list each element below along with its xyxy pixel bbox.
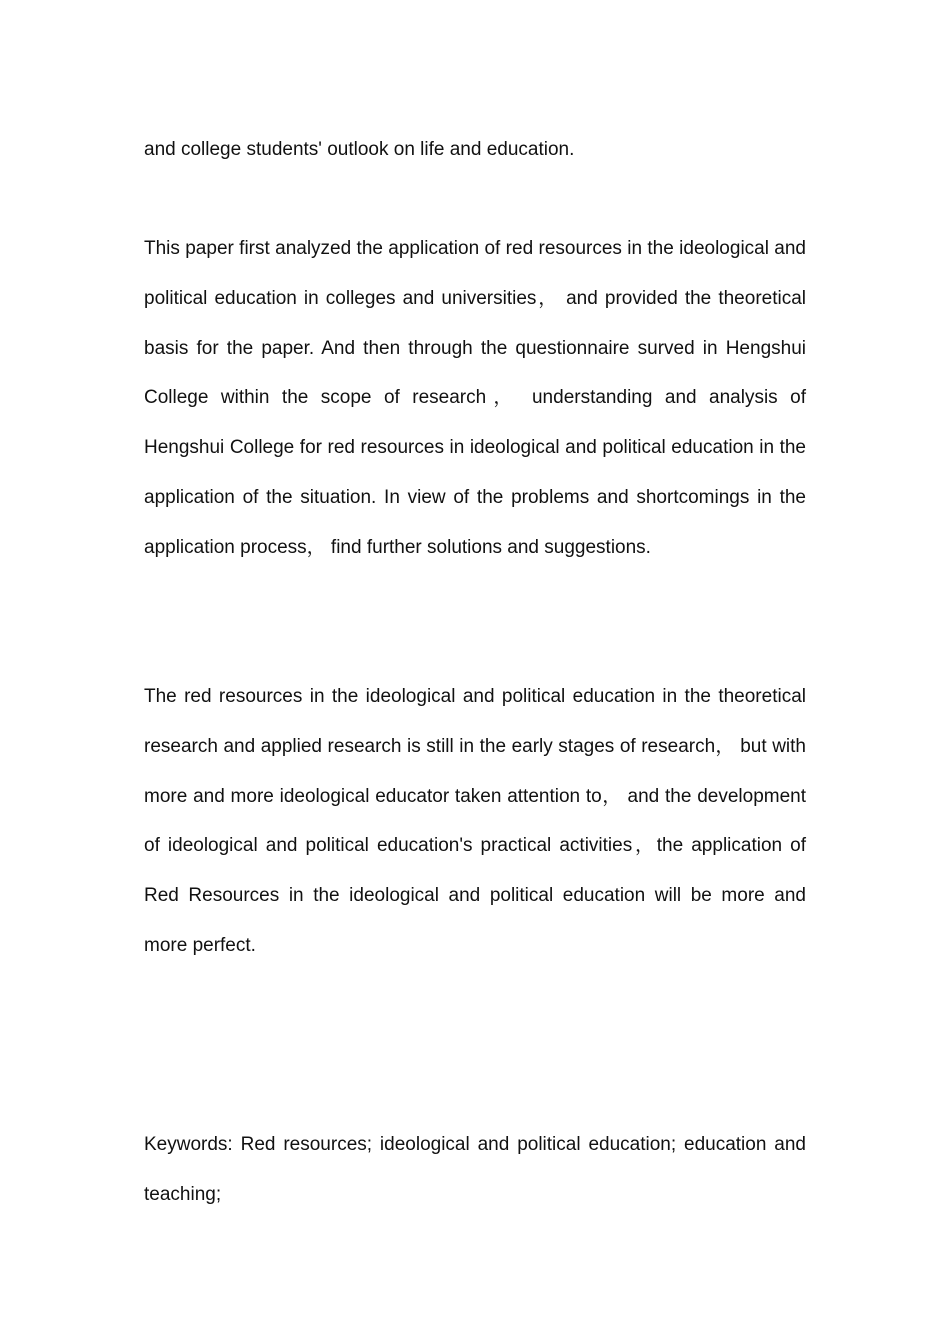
abstract-paragraph-analysis: This paper first analyzed the application of red resources in the ideological and political education in colleges and universities， and provided the theoretical basis for the paper. And then through the questionnaire surved in Hengshui College within the scope of research， understanding and analysis of Hengshui College for red resources in ideological and political education in the application of the situation. In view of the problems and shortcomings in the application process， find further solutions and suggestions. [144,238,806,558]
keywords-values: Red resources; ideological and political education; education and teaching; [144,1134,806,1205]
abstract-paragraph-continuation: and college students' outlook on life and education. [144,139,575,160]
keywords-line [144,1120,806,1220]
abstract-paragraph-outlook: The red resources in the ideological and political education in the theoretical research and applied research is still in the early stages of research， but with more and more ideological educator taken attention to， and the development of ideological and political education's practical activities，the application of Red Resources in the ideological and political education will be more and more perfect. [144,686,806,956]
keywords-label: Keywords: [144,1134,233,1155]
